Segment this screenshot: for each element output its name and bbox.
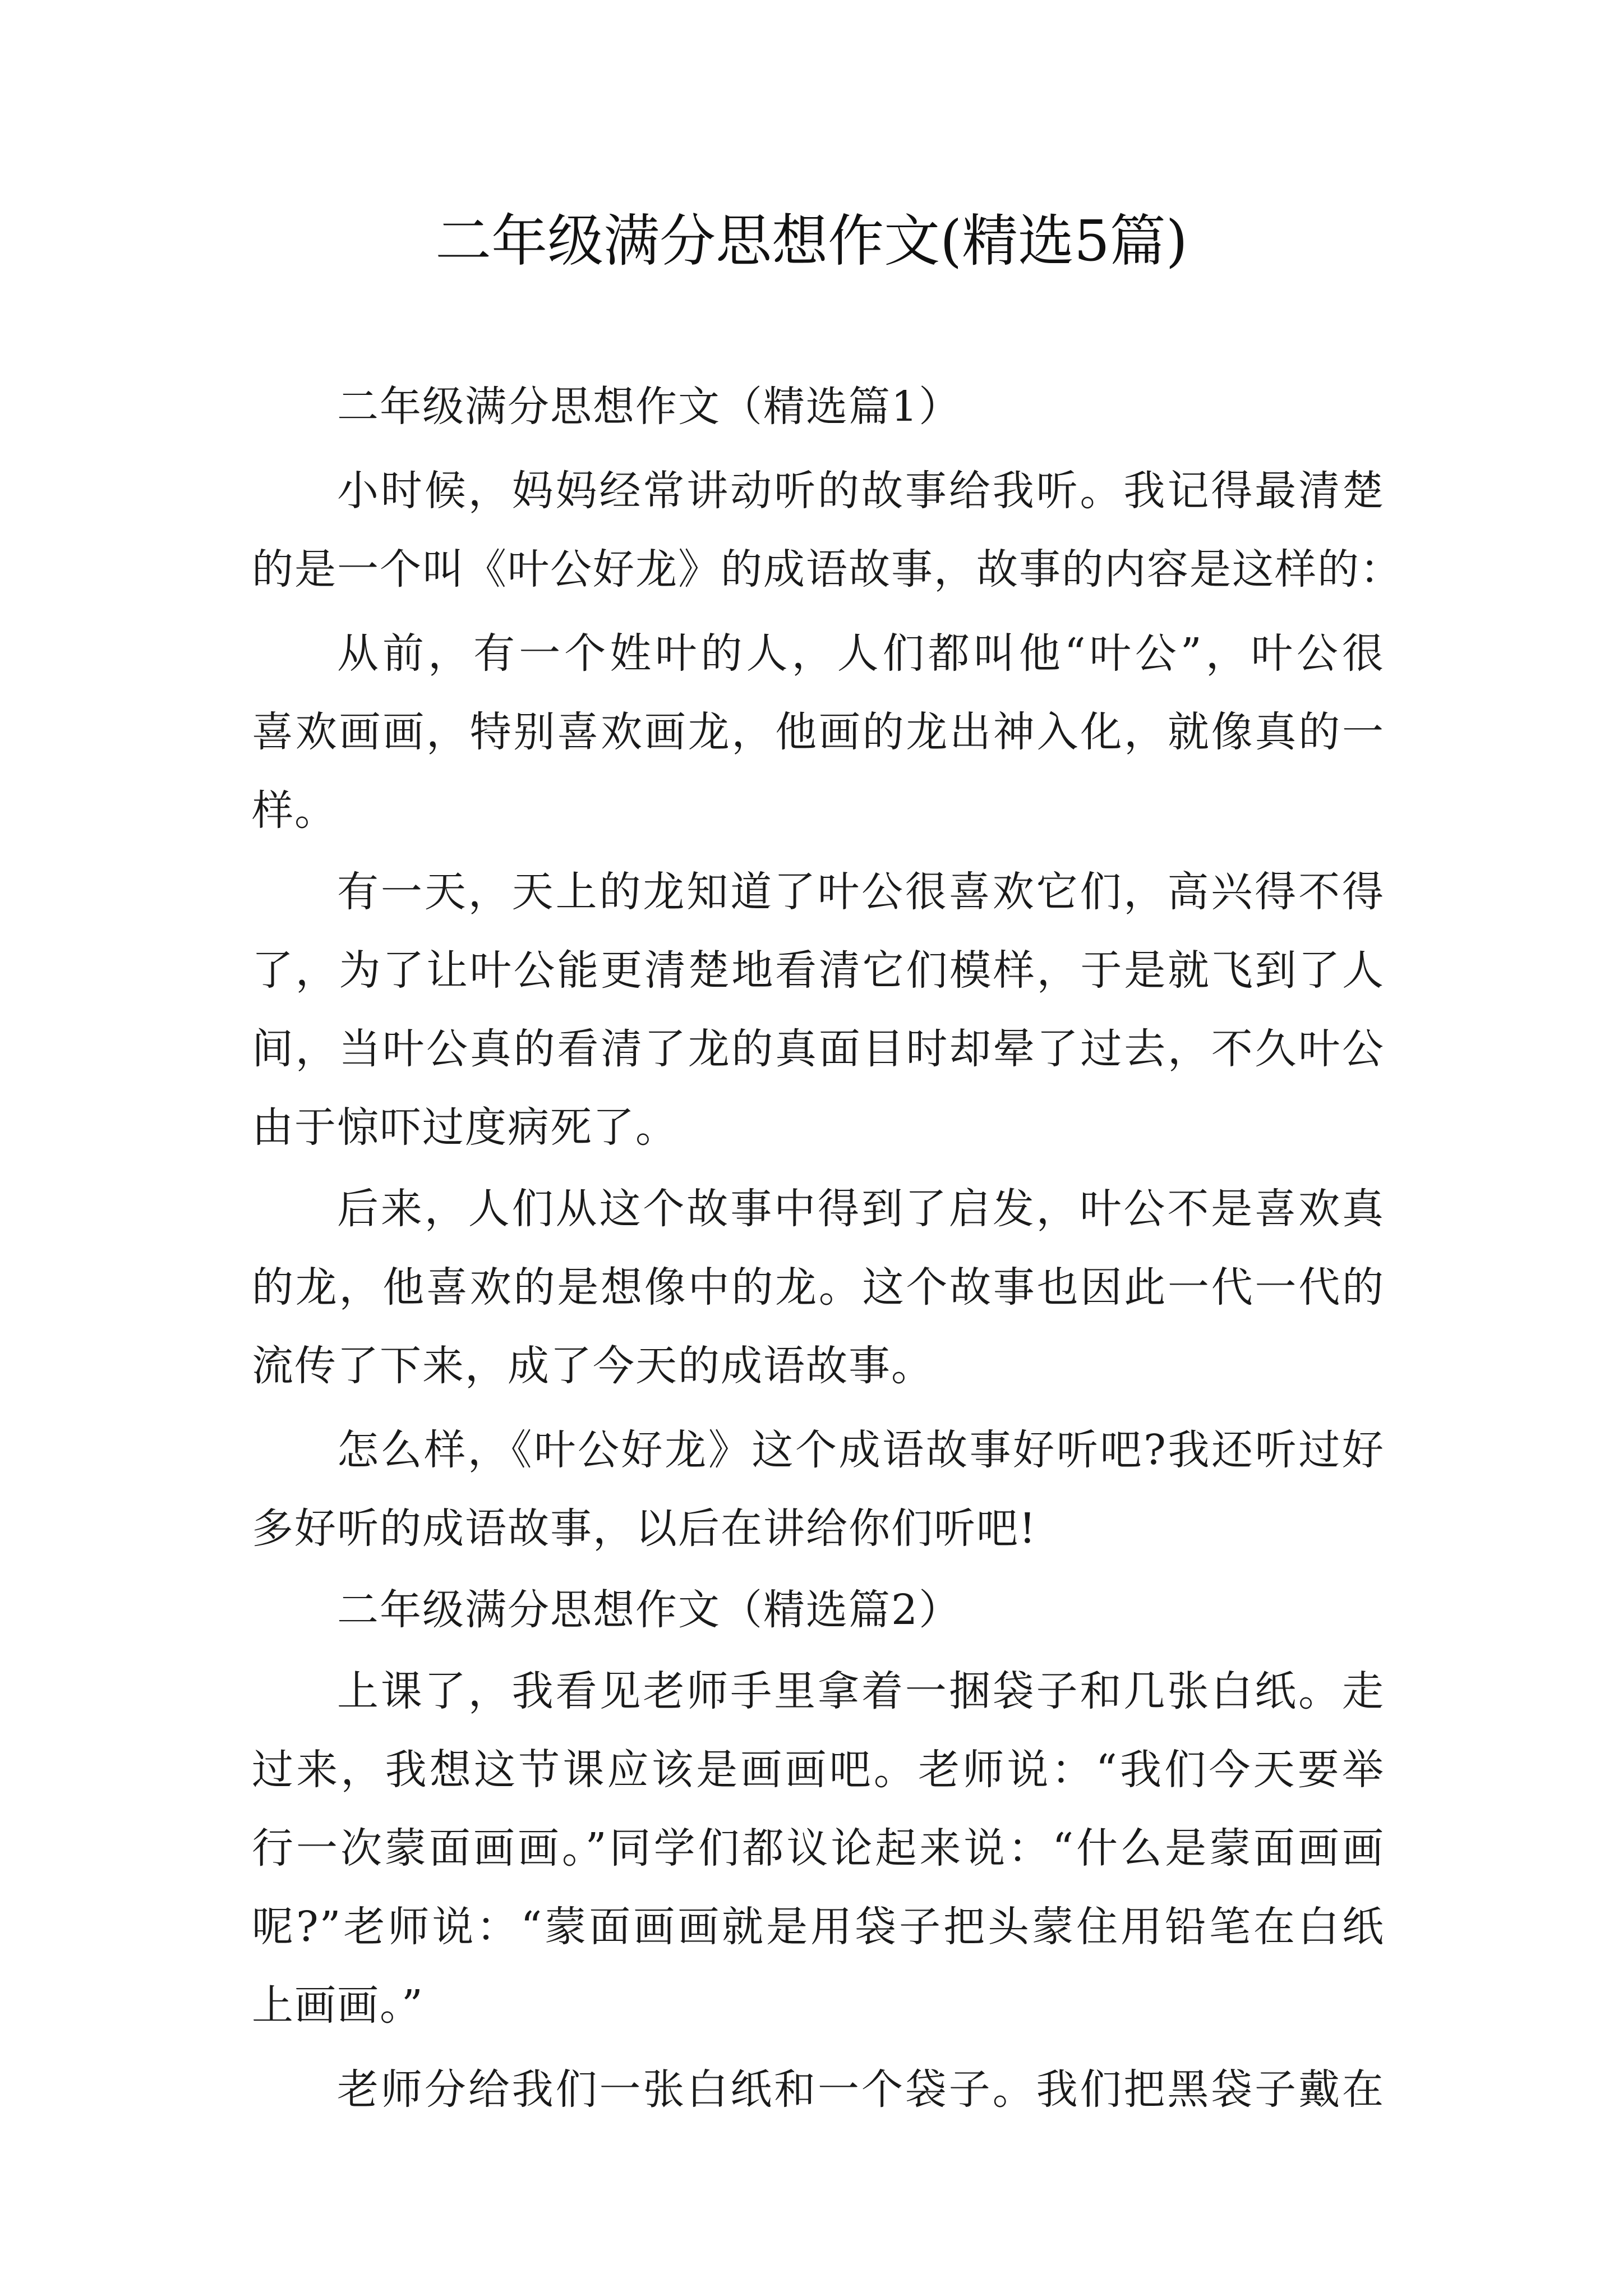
paragraph-line: 呢?”老师说：“蒙面画画就是用袋子把头蒙住用铅笔在白纸: [252, 1903, 1385, 1951]
paragraph-line: 有一天，天上的龙知道了叶公很喜欢它们，高兴得不得: [337, 868, 1385, 916]
paragraph-line: 上画画。”: [252, 1981, 424, 2030]
paragraph-line: 了，为了让叶公能更清楚地看清它们模样，于是就飞到了人: [252, 946, 1385, 995]
paragraph-line: 老师分给我们一张白纸和一个袋子。我们把黑袋子戴在: [337, 2065, 1385, 2114]
paragraph-line: 由于惊吓过度病死了。: [252, 1103, 678, 1152]
paragraph-line: 行一次蒙面画画。”同学们都议论起来说：“什么是蒙面画画: [252, 1824, 1385, 1872]
paragraph-line: 的是一个叫《叶公好龙》的成语故事，故事的内容是这样的：: [252, 545, 1403, 593]
paragraph-line: 喜欢画画，特别喜欢画龙，他画的龙出神入化，就像真的一: [252, 708, 1385, 756]
paragraph-line: 怎么样，《叶公好龙》这个成语故事好听吧?我还听过好: [337, 1426, 1385, 1474]
paragraph-line: 间，当叶公真的看清了龙的真面目时却晕了过去，不久叶公: [252, 1025, 1385, 1073]
document-title: 二年级满分思想作文(精选5篇): [435, 208, 1188, 274]
paragraph-line: 从前，有一个姓叶的人，人们都叫他“叶公”，叶公很: [337, 629, 1385, 678]
section-heading-1: 二年级满分思想作文（精选篇1）: [337, 383, 962, 431]
paragraph-line: 的龙，他喜欢的是想像中的龙。这个故事也因此一代一代的: [252, 1263, 1385, 1312]
paragraph-line: 上课了，我看见老师手里拿着一捆袋子和几张白纸。走: [337, 1667, 1385, 1715]
paragraph-line: 流传了下来，成了今天的成语故事。: [252, 1342, 934, 1390]
paragraph-line: 后来，人们从这个故事中得到了启发，叶公不是喜欢真: [337, 1185, 1385, 1233]
paragraph-line: 多好听的成语故事，以后在讲给你们听吧!: [252, 1504, 1037, 1553]
paragraph-line: 样。: [252, 786, 337, 835]
paragraph-line: 过来，我想这节课应该是画画吧。老师说：“我们今天要举: [252, 1746, 1385, 1794]
section-heading-2: 二年级满分思想作文（精选篇2）: [337, 1586, 962, 1634]
paragraph-line: 小时候，妈妈经常讲动听的故事给我听。我记得最清楚: [337, 467, 1385, 515]
